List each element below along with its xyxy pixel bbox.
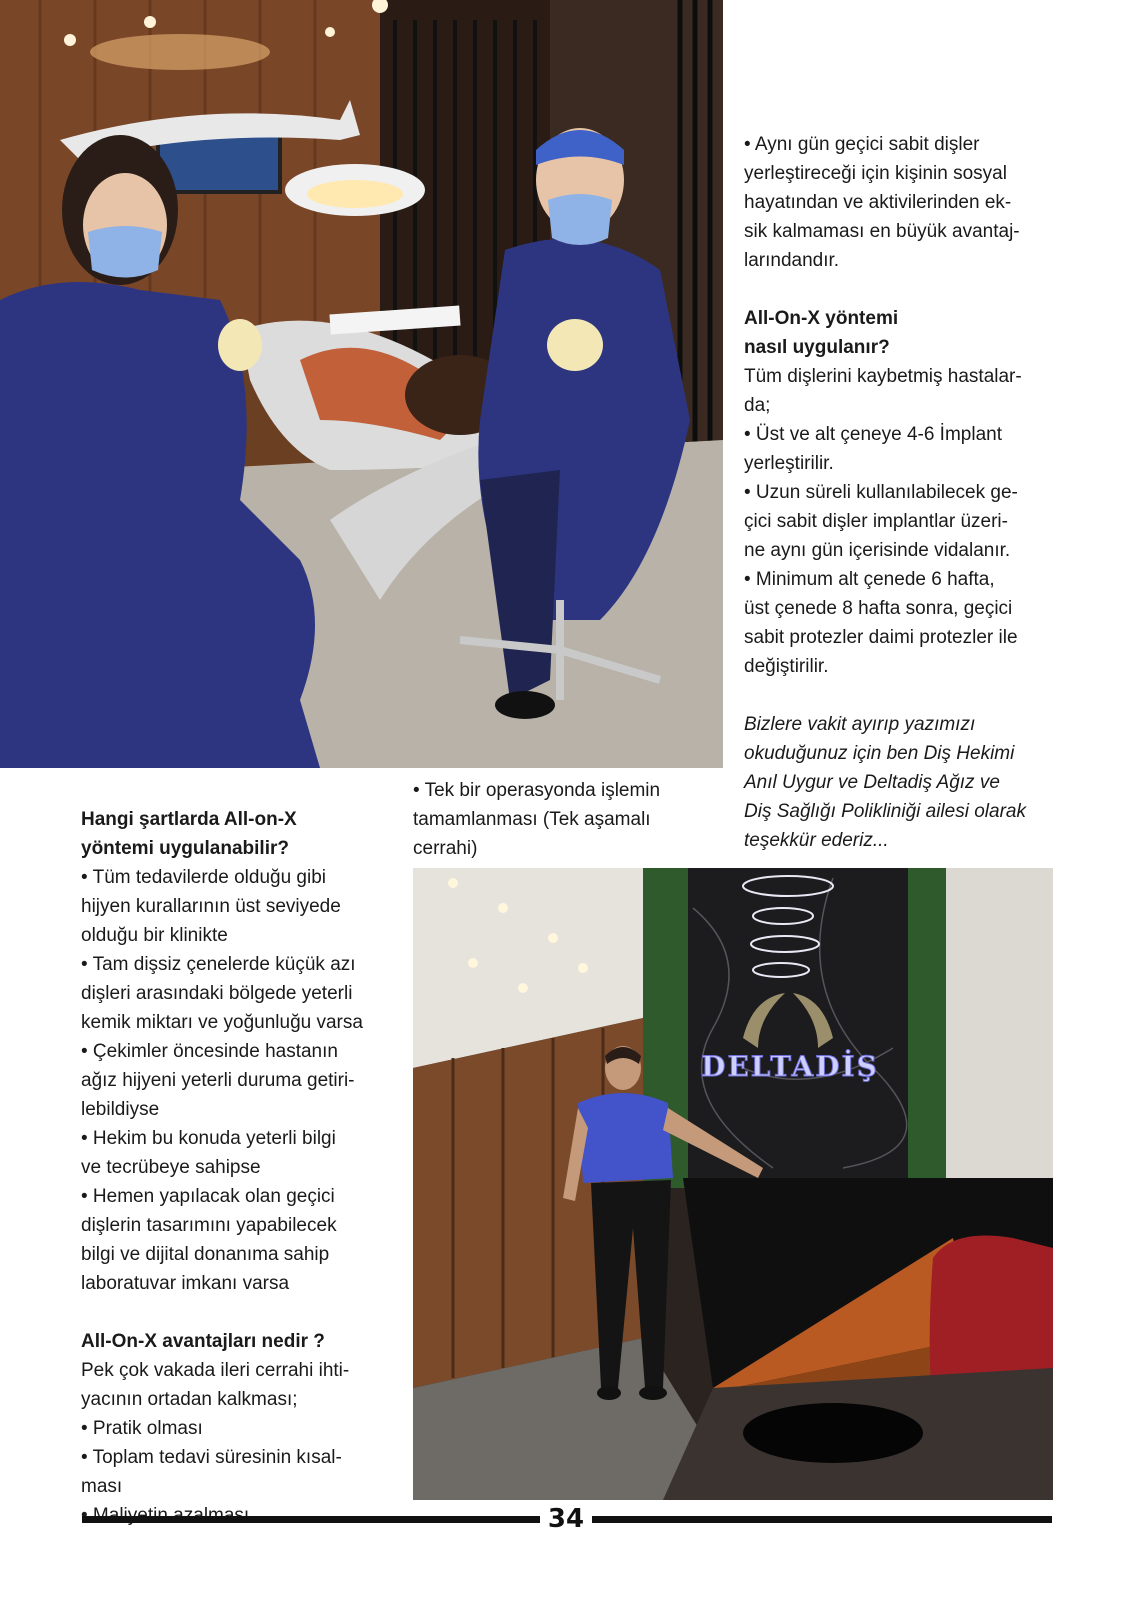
text-line: • Minimum alt çenede 6 hafta, (744, 569, 995, 590)
text-line: larındandır. (744, 250, 840, 271)
text-line: • Tek bir operasyonda işlemin (413, 780, 661, 801)
photo-dental-team (0, 0, 723, 768)
thanks-line: Diş Sağlığı Polikliniği ailesi olarak (744, 801, 1026, 822)
page-number: 34 (547, 1504, 585, 1534)
text-line: hijyen kurallarının üst seviyede (81, 896, 341, 917)
left-column (81, 805, 401, 1530)
right-column (744, 130, 1064, 855)
text-line: olduğu bir klinikte (81, 925, 228, 946)
text-line: bilgi ve dijital donanıma sahip (81, 1244, 330, 1265)
text-line: yerleştirilir. (744, 453, 834, 474)
text-line: laboratuvar imkanı varsa (81, 1273, 290, 1294)
middle-column (413, 776, 713, 863)
text-line: sabit protezler daimi protezler ile (744, 627, 1018, 648)
text-line: • Toplam tedavi süresinin kısal- (81, 1447, 342, 1468)
text-line: ması (81, 1476, 123, 1497)
text-line: ağız hijyeni yeterli duruma getiri- (81, 1070, 355, 1091)
thanks-line: teşekkür ederiz... (744, 830, 889, 851)
text-line: ne aynı gün içerisinde vidalanır. (744, 540, 1011, 561)
text-line: • Pratik olması (81, 1418, 203, 1439)
text-line: çici sabit dişler implantlar üzeri- (744, 511, 1008, 532)
text-line: ve tecrübeye sahipse (81, 1157, 261, 1178)
text-line: değiştirilir. (744, 656, 829, 677)
text-line: üst çenede 8 hafta sonra, geçici (744, 598, 1013, 619)
photo-clinic-lobby (413, 868, 1053, 1500)
advantages-heading: All-On-X avantajları nedir ? (81, 1331, 325, 1352)
thanks-line: Anıl Uygur ve Deltadiş Ağız ve (744, 772, 1000, 793)
clinic-logo-text: DELTADİŞ (701, 1050, 879, 1083)
text-line: cerrahi) (413, 838, 478, 859)
text-line: • Tam dişsiz çenelerde küçük azı (81, 954, 356, 975)
text-line: • Tüm tedavilerde olduğu gibi (81, 867, 327, 888)
footer-rule (82, 1516, 540, 1523)
text-line: • Üst ve alt çeneye 4-6 İmplant (744, 424, 1002, 445)
text-line: • Aynı gün geçici sabit dişler (744, 134, 980, 155)
text-line: tamamlanması (Tek aşamalı (413, 809, 651, 830)
text-line: • Uzun süreli kullanılabilecek ge- (744, 482, 1018, 503)
text-line: Tüm dişlerini kaybetmiş hastalar- (744, 366, 1022, 387)
text-line: lebildiyse (81, 1099, 160, 1120)
text-line: yerleştireceği için kişinin sosyal (744, 163, 1007, 184)
text-line: dişlerin tasarımını yapabilecek (81, 1215, 337, 1236)
text-line: • Hekim bu konuda yeterli bilgi (81, 1128, 336, 1149)
text-line: • Çekimler öncesinde hastanın (81, 1041, 338, 1062)
conditions-heading: yöntemi uygulanabilir? (81, 838, 289, 859)
text-line: hayatından ve aktivilerinden ek- (744, 192, 1012, 213)
method-heading: nasıl uygulanır? (744, 337, 890, 358)
text-line: sik kalmaması en büyük avantaj- (744, 221, 1020, 242)
thanks-line: Bizlere vakit ayırıp yazımızı (744, 714, 976, 735)
footer-rule (592, 1516, 1052, 1523)
text-line: kemik miktarı ve yoğunluğu varsa (81, 1012, 363, 1033)
text-line: dişleri arasındaki bölgede yeterli (81, 983, 353, 1004)
text-line: da; (744, 395, 771, 416)
text-line: • Hemen yapılacak olan geçici (81, 1186, 335, 1207)
conditions-heading: Hangi şartlarda All-on-X (81, 809, 297, 830)
text-line: yacının ortadan kalkması; (81, 1389, 298, 1410)
method-heading: All-On-X yöntemi (744, 308, 899, 329)
thanks-line: okuduğunuz için ben Diş Hekimi (744, 743, 1015, 764)
text-line: Pek çok vakada ileri cerrahi ihti- (81, 1360, 350, 1381)
